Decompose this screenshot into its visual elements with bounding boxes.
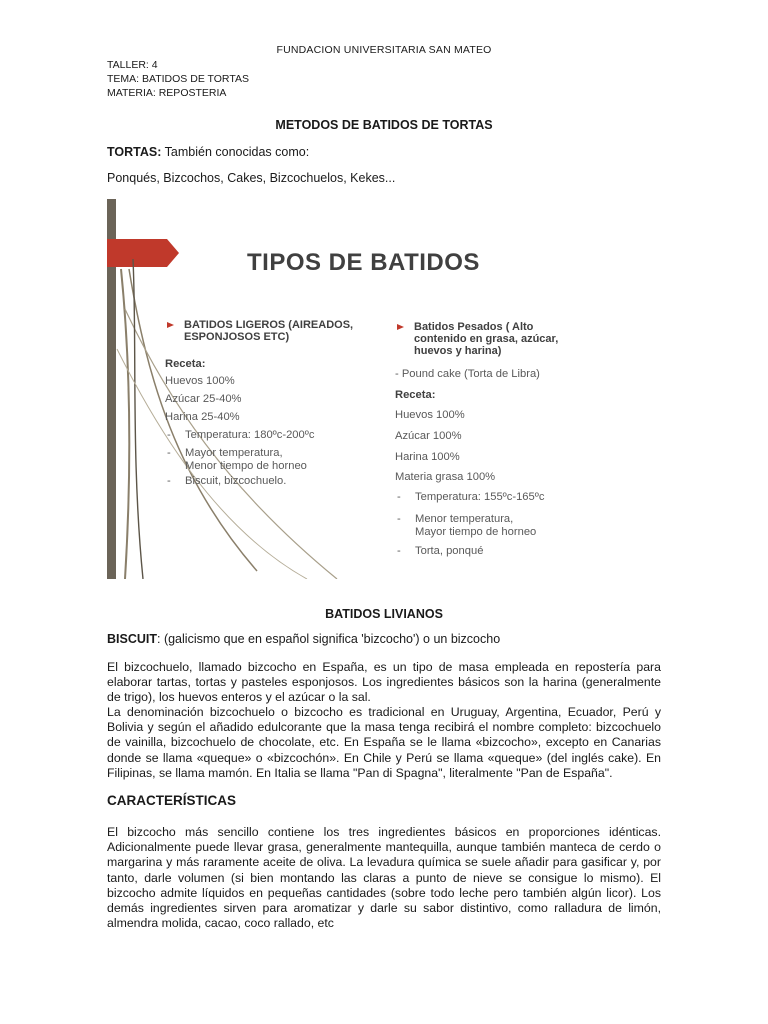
taller-line: TALLER: 4 bbox=[107, 59, 158, 71]
paragraph-caracteristicas: El bizcocho más sencillo contiene los tres ingredientes básicos en proporciones idénticas. Adicionalmente puede llevar grasa, generalmente mantequilla, aunque también manteca de cerdo o margarina y más raramente aceite de oliva. La levadura química se suele añadir para gasificar y, por tanto, darle volumen (si bien montando las claras a punto de nieve se consigue lo mismo). El bizcocho admite líquidos en pequeñas cantidades (sobre todo leche pero también algún licor). Los demás ingredientes sirven para aromatizar y darle su sabor distintivo, como ralladura de limón, almendra molida, cacao, coco rallado, etc bbox=[107, 825, 661, 931]
tema-line: TEMA: BATIDOS DE TORTAS bbox=[107, 73, 249, 85]
heavy-recipe-item: Huevos 100% bbox=[395, 409, 465, 421]
signpost-flag bbox=[107, 239, 179, 267]
biscuit-line bbox=[107, 632, 500, 646]
light-recipe-item: Azúcar 25-40% bbox=[165, 393, 242, 405]
tortas-line bbox=[107, 145, 309, 159]
paragraph-denominacion: La denominación bizcochuelo o bizcocho es tradicional en Uruguay, Argentina, Ecuador, Perú y Bolivia y según el añadido edulcorante que la masa tenga recibirá el nombre completo: bizcochuelo de vainilla, bizcochuelo de chocolate, etc. En España se le llama «bizcocho», excepto en Canarias donde se llama «queque» o «bizcochón». En Chile y Perú se llama «queque» (del inglés cake). En Filipinas, se llama mamón. En Italia se llama "Pan di Spagna", literalmente "Pan de España". bbox=[107, 705, 661, 780]
biscuit-text: : (galicismo que en español significa 'bizcocho') o un bizcocho bbox=[157, 632, 501, 646]
heavy-subtitle: - Pound cake (Torta de Libra) bbox=[395, 368, 540, 380]
biscuit-label: BISCUIT bbox=[107, 632, 157, 646]
heavy-batters-heading: Batidos Pesados ( Alto contenido en grasa, azúcar, huevos y harina) bbox=[395, 321, 565, 357]
light-batters-heading: BATIDOS LIGEROS (AIREADOS, ESPONJOSOS ETC) bbox=[165, 319, 355, 343]
light-recipe-item: Huevos 100% bbox=[165, 375, 235, 387]
livianos-title: BATIDOS LIVIANOS bbox=[325, 607, 443, 621]
slide-image bbox=[107, 199, 569, 579]
heavy-recipe-item: Azúcar 100% bbox=[395, 430, 462, 442]
heavy-recipe-item: Harina 100% bbox=[395, 451, 460, 463]
institution-name: FUNDACION UNIVERSITARIA SAN MATEO bbox=[276, 44, 492, 56]
tortas-names: Ponqués, Bizcochos, Cakes, Bizcochuelos, Kekes... bbox=[107, 171, 396, 185]
tortas-text: También conocidas como: bbox=[161, 145, 310, 159]
light-batters-column: BATIDOS LIGEROS (AIREADOS, ESPONJOSOS ETC) Receta: Huevos 100% Azúcar 25-40% Harina 25-40% - Temperatura: 180ºc-200ºc - Mayor temperatura, Menor tiempo de horneo - Biscuit, bizcochuelo. bbox=[165, 319, 354, 487]
main-title: METODOS DE BATIDOS DE TORTAS bbox=[275, 118, 493, 132]
heavy-recipe-label: Receta: bbox=[395, 389, 436, 401]
light-recipe-label: Receta: bbox=[165, 358, 206, 370]
slide-title: TIPOS DE BATIDOS bbox=[247, 249, 480, 276]
materia-line: MATERIA: REPOSTERIA bbox=[107, 87, 227, 99]
tortas-label: TORTAS: bbox=[107, 145, 162, 159]
light-recipe-item: Harina 25-40% bbox=[165, 411, 240, 423]
heavy-recipe-item: Materia grasa 100% bbox=[395, 471, 496, 483]
heavy-batters-column: Batidos Pesados ( Alto contenido en grasa, azúcar, huevos y harina) - Pound cake (Torta de Libra) Receta: Huevos 100% Azúcar 100% Harina 100% Materia grasa 100% - Temperatura: 155ºc-165ºc - Menor temperatura, Mayor tiempo de horneo - Torta, ponqué bbox=[395, 321, 569, 571]
caracteristicas-title: CARACTERÍSTICAS bbox=[107, 793, 237, 808]
paragraph-bizcochuelo: El bizcochuelo, llamado bizcocho en España, es un tipo de masa empleada en repostería para elaborar tartas, tortas y pasteles esponjosos. Los ingredientes básicos son la harina (generalmente de trigo), los huevos enteros y el azúcar o la sal. bbox=[107, 660, 661, 705]
